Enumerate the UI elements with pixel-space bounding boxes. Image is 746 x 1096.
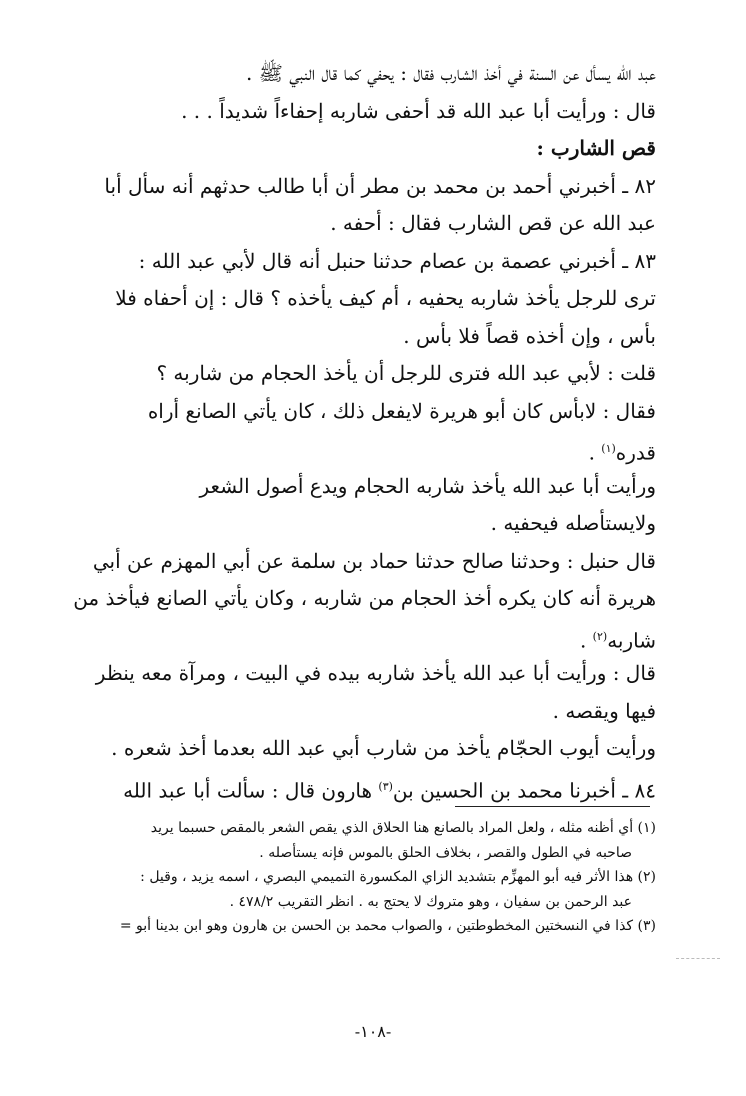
text-line bbox=[60, 243, 656, 281]
text-line bbox=[60, 693, 656, 731]
text-line bbox=[60, 318, 656, 356]
footnote-line: (٣) كذا في النسختين المخطوطتين ، والصواب محمد بن الحسن بن هارون وهو ابن بدينا أبو = bbox=[119, 918, 656, 934]
line-text: قال : ورأيت أبا عبد الله قد أحفى شاربه إحفاءاً شديداً . . . bbox=[181, 98, 656, 123]
footnote-line: صاحبه في الطول والقصر ، بخلاف الحلق بالموس فإنه يستأصله . bbox=[259, 844, 632, 861]
line-text: فيها ويقصه . bbox=[552, 698, 656, 723]
line-text: ٨٤ ـ أخبرنا محمد بن الحسين بن bbox=[392, 778, 656, 803]
page-number: -١٠٨- bbox=[354, 1022, 392, 1041]
line-text: هريرة أنه كان يكره أخذ الحجام من شاربه ، وكان يأتي الصانع فيأخذ من bbox=[73, 586, 656, 610]
footnote-line: عبد الرحمن بن سفيان ، وهو متروك لا يحتج به . انظر التقريب ٤٧٨/٢ . bbox=[229, 893, 632, 910]
text-line bbox=[60, 55, 656, 93]
footnote-line: (٢) هذا الأثر فيه أبو المهزِّم بتشديد الزاي المكسورة التميمي البصري ، اسمه يزيد ، وقيل : bbox=[140, 869, 656, 885]
section-heading bbox=[60, 130, 656, 168]
line-text-after: . bbox=[588, 440, 602, 465]
footnotes bbox=[60, 816, 656, 939]
line-text: ٨٣ ـ أخبرني عصمة بن عصام حدثنا حنبل أنه قال لأبي عبد الله : bbox=[138, 248, 656, 273]
text-line bbox=[60, 205, 656, 243]
line-text: قص الشارب : bbox=[536, 136, 656, 160]
line-text: قدره bbox=[615, 440, 656, 465]
line-text-after: هارون قال : سألت أبا عبد الله bbox=[123, 778, 379, 803]
text-line bbox=[60, 543, 656, 581]
line-text: ٨٢ ـ أخبرني أحمد بن محمد بن مطر أن أبا طالب حدثهم أنه سأل أبا bbox=[104, 173, 656, 198]
line-text: فقال : لابأس كان أبو هريرة لايفعل ذلك ، كان يأتي الصانع أراه bbox=[147, 398, 656, 423]
line-text: ترى للرجل يأخذ شاربه يحفيه ، أم كيف يأخذه ؟ قال : إن أحفاه فلا bbox=[115, 286, 656, 310]
text-line bbox=[60, 280, 656, 318]
footnote-line: (١) أي أظنه مثله ، ولعل المراد بالصانع هنا الحلاق الذي يقص الشعر بالمقص حسبما يريد bbox=[150, 820, 656, 836]
text-line bbox=[60, 355, 656, 393]
scan-mark bbox=[676, 958, 720, 959]
line-text-after: . bbox=[579, 628, 593, 653]
line-text: قلت : لأبي عبد الله فترى للرجل أن يأخذ الحجام من شاربه ؟ bbox=[156, 361, 656, 385]
line-text: شاربه bbox=[607, 628, 656, 653]
line-text: ولايستأصله فيحفيه . bbox=[490, 511, 656, 535]
text-line bbox=[60, 168, 656, 206]
text-line bbox=[60, 468, 656, 506]
footnote-divider bbox=[455, 806, 650, 807]
text-line bbox=[60, 768, 656, 806]
footnote-marker: (٣) bbox=[378, 779, 393, 793]
line-text: عبد الله يسأل عن السنة في أخذ الشارب فقال : يحفي كما قال النبي ﷺ . bbox=[246, 61, 656, 85]
line-text: ورأيت أيوب الحجّام يأخذ من شارب أبي عبد الله بعدما أخذ شعره . bbox=[111, 736, 656, 760]
main-text bbox=[60, 55, 656, 805]
footnote-marker: (١) bbox=[601, 442, 616, 455]
line-text: عبد الله عن قص الشارب فقال : أحفه . bbox=[330, 211, 656, 235]
text-line bbox=[60, 93, 656, 131]
line-text: قال : ورأيت أبا عبد الله يأخذ شاربه بيده في البيت ، ومرآة معه ينظر bbox=[95, 661, 656, 685]
text-line bbox=[60, 730, 656, 768]
text-line bbox=[60, 655, 656, 693]
line-text: ورأيت أبا عبد الله يأخذ شاربه الحجام ويدع أصول الشعر bbox=[199, 473, 656, 498]
text-line bbox=[60, 580, 656, 618]
text-line bbox=[60, 430, 656, 468]
text-line bbox=[60, 393, 656, 431]
text-line bbox=[60, 618, 656, 656]
footnote-marker: (٢) bbox=[592, 629, 608, 643]
text-line bbox=[60, 505, 656, 543]
line-text: بأس ، وإن أخذه قصاً فلا بأس . bbox=[403, 323, 656, 348]
line-text: قال حنبل : وحدثنا صالح حدثنا حماد بن سلمة عن أبي المهزم عن أبي bbox=[92, 548, 656, 573]
